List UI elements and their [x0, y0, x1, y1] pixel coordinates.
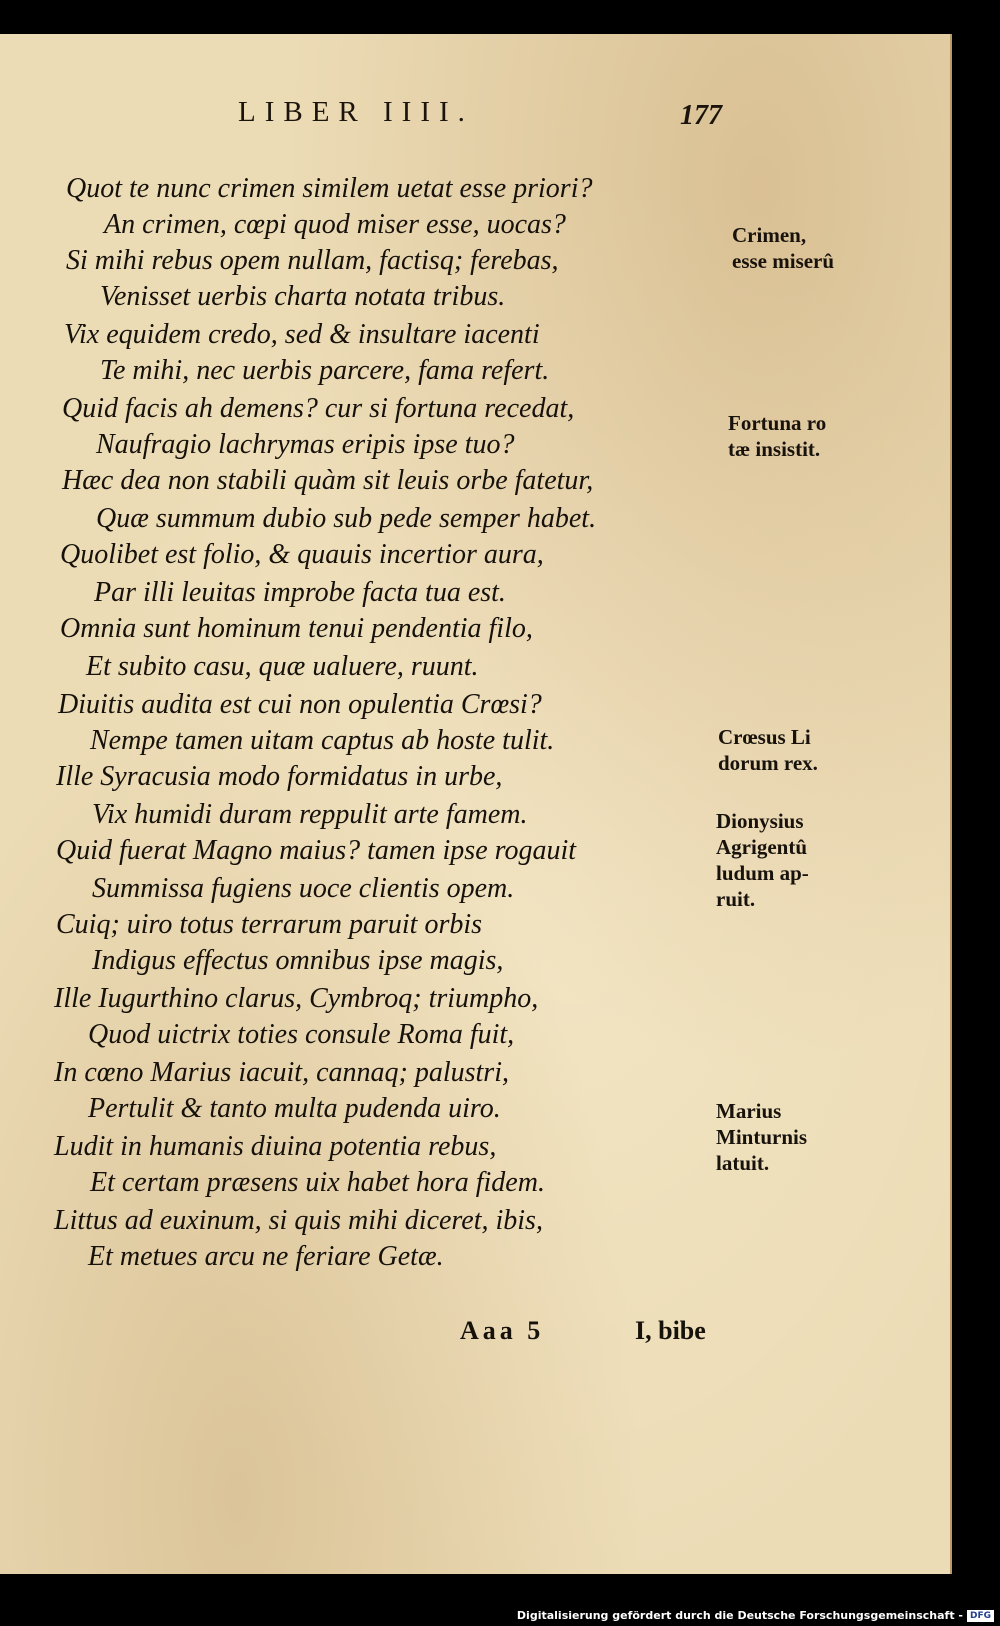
- marginal-note-line: Crœsus Li: [718, 725, 811, 749]
- marginal-note-line: Agrigentû: [716, 835, 807, 859]
- verse-line: Vix equidem credo, sed & insultare iacenti: [64, 319, 540, 350]
- dfg-logo-icon: DFG: [967, 1610, 994, 1622]
- verse-line: Ille Iugurthino clarus, Cymbroq; triumpho,: [54, 983, 539, 1014]
- marginal-note-line: Marius: [716, 1099, 782, 1123]
- verse-line: Summissa fugiens uoce clientis opem.: [92, 873, 515, 904]
- signature-mark: Aaa 5: [460, 1316, 545, 1345]
- verse-line: Ludit in humanis diuina potentia rebus,: [54, 1131, 497, 1162]
- verse-line: Indigus effectus omnibus ipse magis,: [92, 945, 504, 976]
- verse-line: Pertulit & tanto multa pudenda uiro.: [88, 1093, 501, 1124]
- marginal-note-line: Fortuna ro: [728, 411, 827, 435]
- marginal-note-line: Crimen,: [732, 223, 807, 247]
- verse-line: Hæc dea non stabili quàm sit leuis orbe fatetur,: [62, 465, 594, 496]
- verse-line: Et metues arcu ne feriare Getæ.: [88, 1241, 444, 1272]
- marginal-note-line: latuit.: [716, 1151, 770, 1175]
- verse-line: An crimen, cœpi quod miser esse, uocas?: [104, 209, 566, 240]
- verse-line: Omnia sunt hominum tenui pendentia filo,: [60, 613, 533, 644]
- verse-line: Cuiq; uiro totus terrarum paruit orbis: [56, 909, 483, 940]
- marginal-note-line: ruit.: [716, 887, 756, 911]
- page-number: 177: [680, 100, 722, 131]
- verse-line: Quolibet est folio, & quauis incertior aura,: [60, 539, 544, 570]
- verse-line: Nempe tamen uitam captus ab hoste tulit.: [90, 725, 555, 756]
- verse-line: Vix humidi duram reppulit arte famem.: [92, 799, 528, 830]
- marginal-note: [716, 808, 809, 912]
- running-title: LIBER IIII.: [238, 96, 474, 128]
- marginal-note-line: Dionysius: [716, 809, 804, 833]
- marginal-note: [718, 724, 818, 776]
- verse-line: Diuitis audita est cui non opulentia Crœsi?: [58, 689, 542, 720]
- verse-line: Et certam præsens uix habet hora fidem.: [90, 1167, 545, 1198]
- digitization-credit: [517, 1609, 994, 1622]
- verse-line: Par illi leuitas improbe facta tua est.: [94, 577, 506, 608]
- marginal-note-line: Minturnis: [716, 1125, 808, 1149]
- marginal-note-line: dorum rex.: [718, 751, 818, 775]
- verse-line: Si mihi rebus opem nullam, factisq; ferebas,: [66, 245, 559, 276]
- marginal-note: [728, 410, 826, 462]
- verse-line: Te mihi, nec uerbis parcere, fama refert.: [100, 355, 550, 386]
- verse-line: Littus ad euxinum, si quis mihi diceret, ibis,: [54, 1205, 543, 1236]
- verse-line: Quot te nunc crimen similem uetat esse priori?: [66, 173, 593, 204]
- verse-line: Naufragio lachrymas eripis ipse tuo?: [96, 429, 515, 460]
- marginal-note-line: ludum ap-: [716, 861, 809, 885]
- digitization-credit-text: Digitalisierung gefördert durch die Deutsche Forschungsgemeinschaft -: [516, 1609, 963, 1622]
- marginal-note-line: esse miserû: [732, 249, 835, 273]
- book-page: [0, 34, 952, 1574]
- verse-line: Quid fuerat Magno maius? tamen ipse rogauit: [56, 835, 577, 866]
- verse-line: Quid facis ah demens? cur si fortuna recedat,: [62, 393, 575, 424]
- verse-line: Et subito casu, quæ ualuere, ruunt.: [86, 651, 479, 682]
- marginal-note: [732, 222, 834, 274]
- verse-line: Quæ summum dubio sub pede semper habet.: [96, 503, 597, 534]
- marginal-note-line: tæ insistit.: [728, 437, 821, 461]
- verse-line: Quod uictrix toties consule Roma fuit,: [88, 1019, 515, 1050]
- catchword: I, bibe: [635, 1316, 706, 1345]
- verse-line: Ille Syracusia modo formidatus in urbe,: [56, 761, 503, 792]
- marginal-note: [716, 1098, 807, 1176]
- verse-line: In cœno Marius iacuit, cannaq; palustri,: [54, 1057, 509, 1088]
- verse-line: Venisset uerbis charta notata tribus.: [100, 281, 506, 312]
